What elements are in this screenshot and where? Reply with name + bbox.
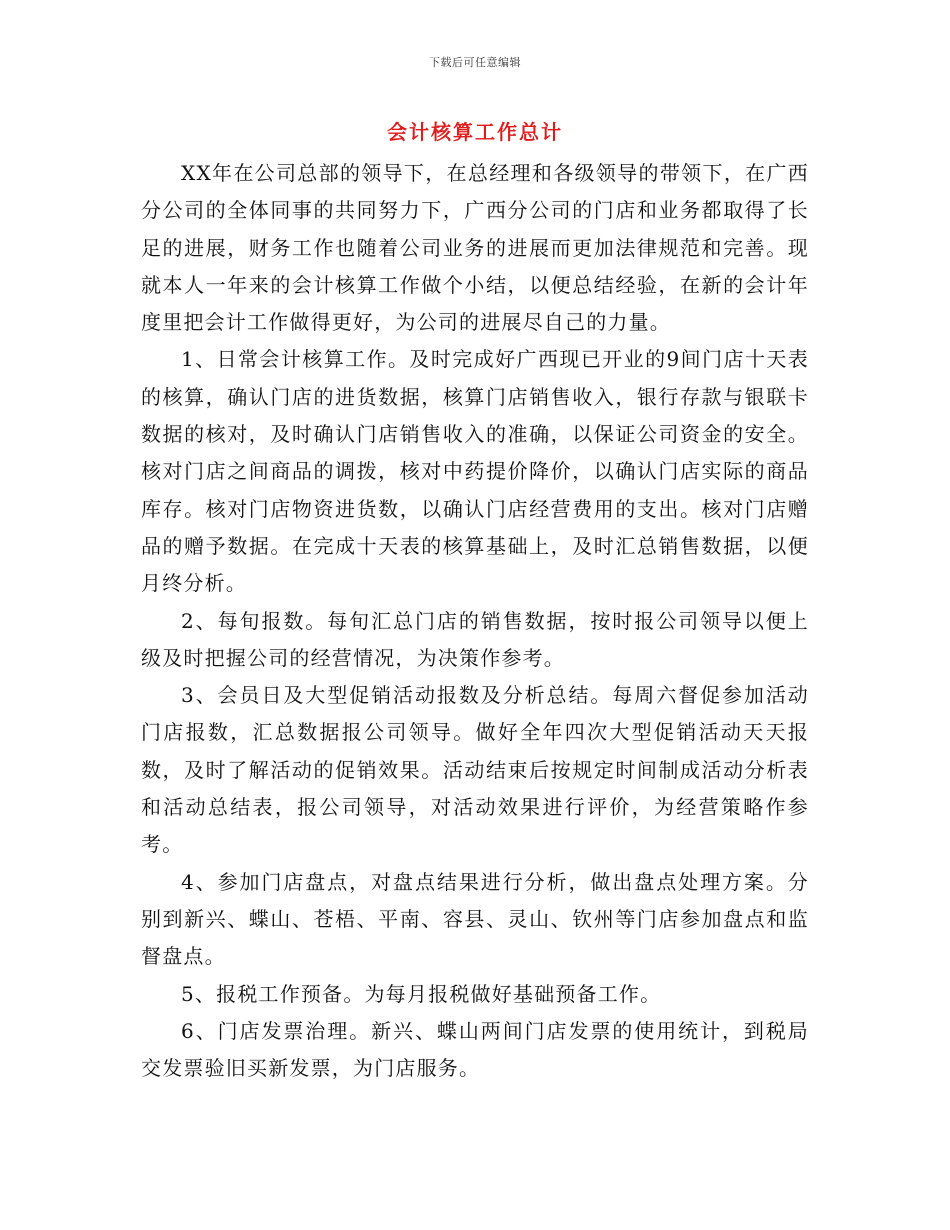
paragraph-item-1: 1、日常会计核算工作。及时完成好广西现已开业的9间门店十天表的核算，确认门店的进货数据，核算门店销售收入，银行存款与银联卡数据的核对，及时确认门店销售收入的准确，以保证公司资金的安全。核对门店之间商品的调拨，核对中药提价降价，以确认门店实际的商品库存。核对门店物资进货数，以确认门店经营费用的支出。核对门店赠品的赠予数据。在完成十天表的核算基础上，及时汇总销售数据，以便月终分析。 <box>141 347 809 596</box>
paragraph-item-3: 3、会员日及大型促销活动报数及分析总结。每周六督促参加活动门店报数，汇总数据报公司领导。做好全年四次大型促销活动天天报数，及时了解活动的促销效果。活动结束后按规定时间制成活动分析表和活动总结表，报公司领导，对活动效果进行评价，为经营策略作参考。 <box>141 683 809 857</box>
paragraph-item-4: 4、参加门店盘点，对盘点结果进行分析，做出盘点处理方案。分别到新兴、蝶山、苍梧、平南、容县、灵山、钦州等门店参加盘点和监督盘点。 <box>141 869 809 969</box>
paragraph-item-5: 5、报税工作预备。为每月报税做好基础预备工作。 <box>181 981 662 1006</box>
intro-paragraph: XX年在公司总部的领导下，在总经理和各级领导的带领下，在广西分公司的全体同事的共同努力下，广西分公司的门店和业务都取得了长足的进展，财务工作也随着公司业务的进展而更加法律规范和完善。现就本人一年来的会计核算工作做个小结，以便总结经验，在新的会计年度里把会计工作做得更好，为公司的进展尽自己的力量。 <box>141 161 809 335</box>
document-title: 会计核算工作总计 <box>387 120 563 144</box>
document-body <box>141 155 809 1087</box>
header-note: 下载后可任意编辑 <box>429 56 521 69</box>
paragraph-item-2: 2、每旬报数。每旬汇总门店的销售数据，按时报公司领导以便上级及时把握公司的经营情况，为决策作参考。 <box>141 608 809 670</box>
paragraph-item-6: 6、门店发票治理。新兴、蝶山两间门店发票的使用统计，到税局交发票验旧买新发票，为门店服务。 <box>141 1018 809 1081</box>
